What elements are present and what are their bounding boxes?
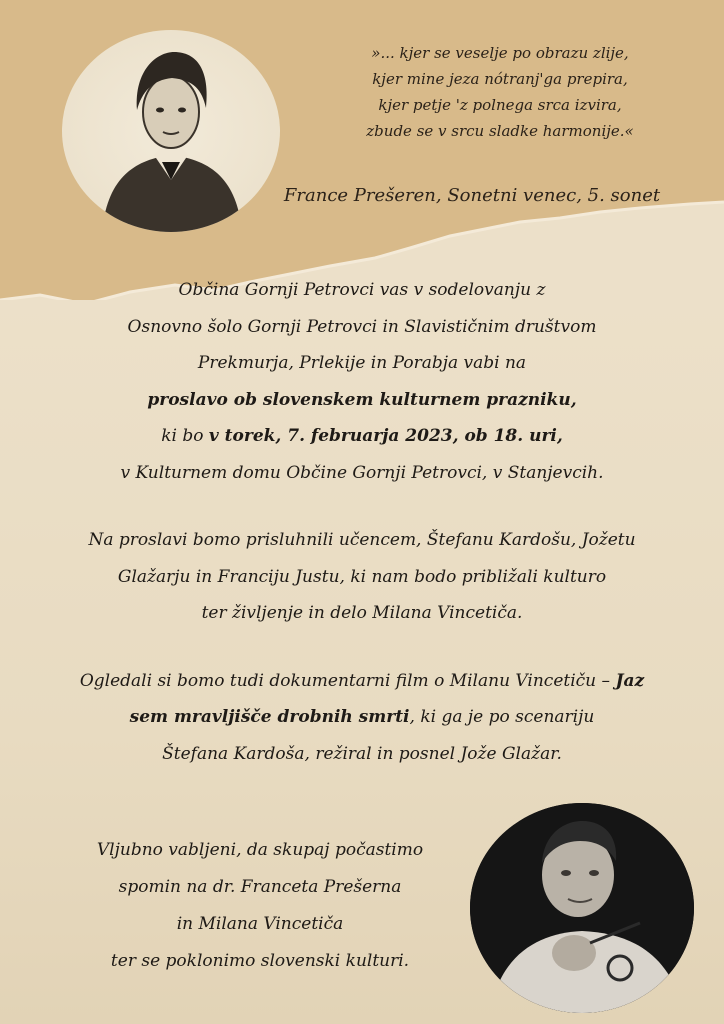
text-line: Vljubno vabljeni, da skupaj počastimo <box>96 840 424 860</box>
text-line: Občina Gornji Petrovci vas v sodelovanju z <box>178 280 546 300</box>
quote-line: kjer mine jeza nótranj'ga prepira, <box>372 70 628 88</box>
event-location: v Kulturnem domu Občine Gornji Petrovci, v Stanjevcih. <box>120 462 604 483</box>
text-fragment: , ki ga je po scenariju <box>409 707 595 727</box>
quote-line: »... kjer se veselje po obrazu zlije, <box>371 44 629 62</box>
program-paragraph <box>40 522 684 632</box>
invitation-text <box>40 272 684 803</box>
closing-text <box>70 832 450 980</box>
event-title: proslavo ob slovenskem kulturnem prazniku, <box>147 389 577 410</box>
text-line <box>40 663 684 700</box>
text-line: in Milana Vincetiča <box>176 914 344 934</box>
text-line: ter življenje in delo Milana Vincetiča. <box>201 603 523 623</box>
film-paragraph <box>40 663 684 773</box>
invitation-paragraph <box>40 272 684 491</box>
text-line: Prekmurja, Prlekije in Porabja vabi na <box>197 353 527 373</box>
text-line: Na proslavi bomo prisluhnili učencem, Štefanu Kardošu, Jožetu <box>88 530 636 550</box>
text-line <box>40 418 684 455</box>
text-fragment: ki bo <box>161 426 209 446</box>
preseren-portrait <box>62 30 280 232</box>
text-line: Glažarju in Franciju Justu, ki nam bodo približali kulturo <box>117 566 607 587</box>
text-line <box>40 382 684 419</box>
text-line: Osnovno šolo Gornji Petrovci in Slavističnim društvom <box>127 316 597 337</box>
quote-author: France Prešeren, Sonetni venec, 5. sonet <box>283 185 661 206</box>
vincetic-portrait <box>470 803 694 1013</box>
text-line <box>40 699 684 736</box>
quote-block <box>300 40 700 144</box>
film-title-part: sem mravljišče drobnih smrti <box>129 707 410 727</box>
event-date: v torek, 7. februarja 2023, ob 18. uri, <box>208 426 563 446</box>
film-title-part: Jaz <box>615 670 645 691</box>
quote-line: zbude se v srcu sladke harmonije.« <box>366 122 634 140</box>
text-line: spomin na dr. Franceta Prešerna <box>118 877 402 897</box>
text-line: Štefana Kardoša, režiral in posnel Jože Glažar. <box>162 743 562 764</box>
quote-line: kjer petje 'z polnega srca izvira, <box>378 96 622 114</box>
text-line: ter se poklonimo slovenski kulturi. <box>110 951 410 971</box>
text-fragment: Ogledali si bomo tudi dokumentarni film o Milanu Vincetiču – <box>79 670 616 691</box>
